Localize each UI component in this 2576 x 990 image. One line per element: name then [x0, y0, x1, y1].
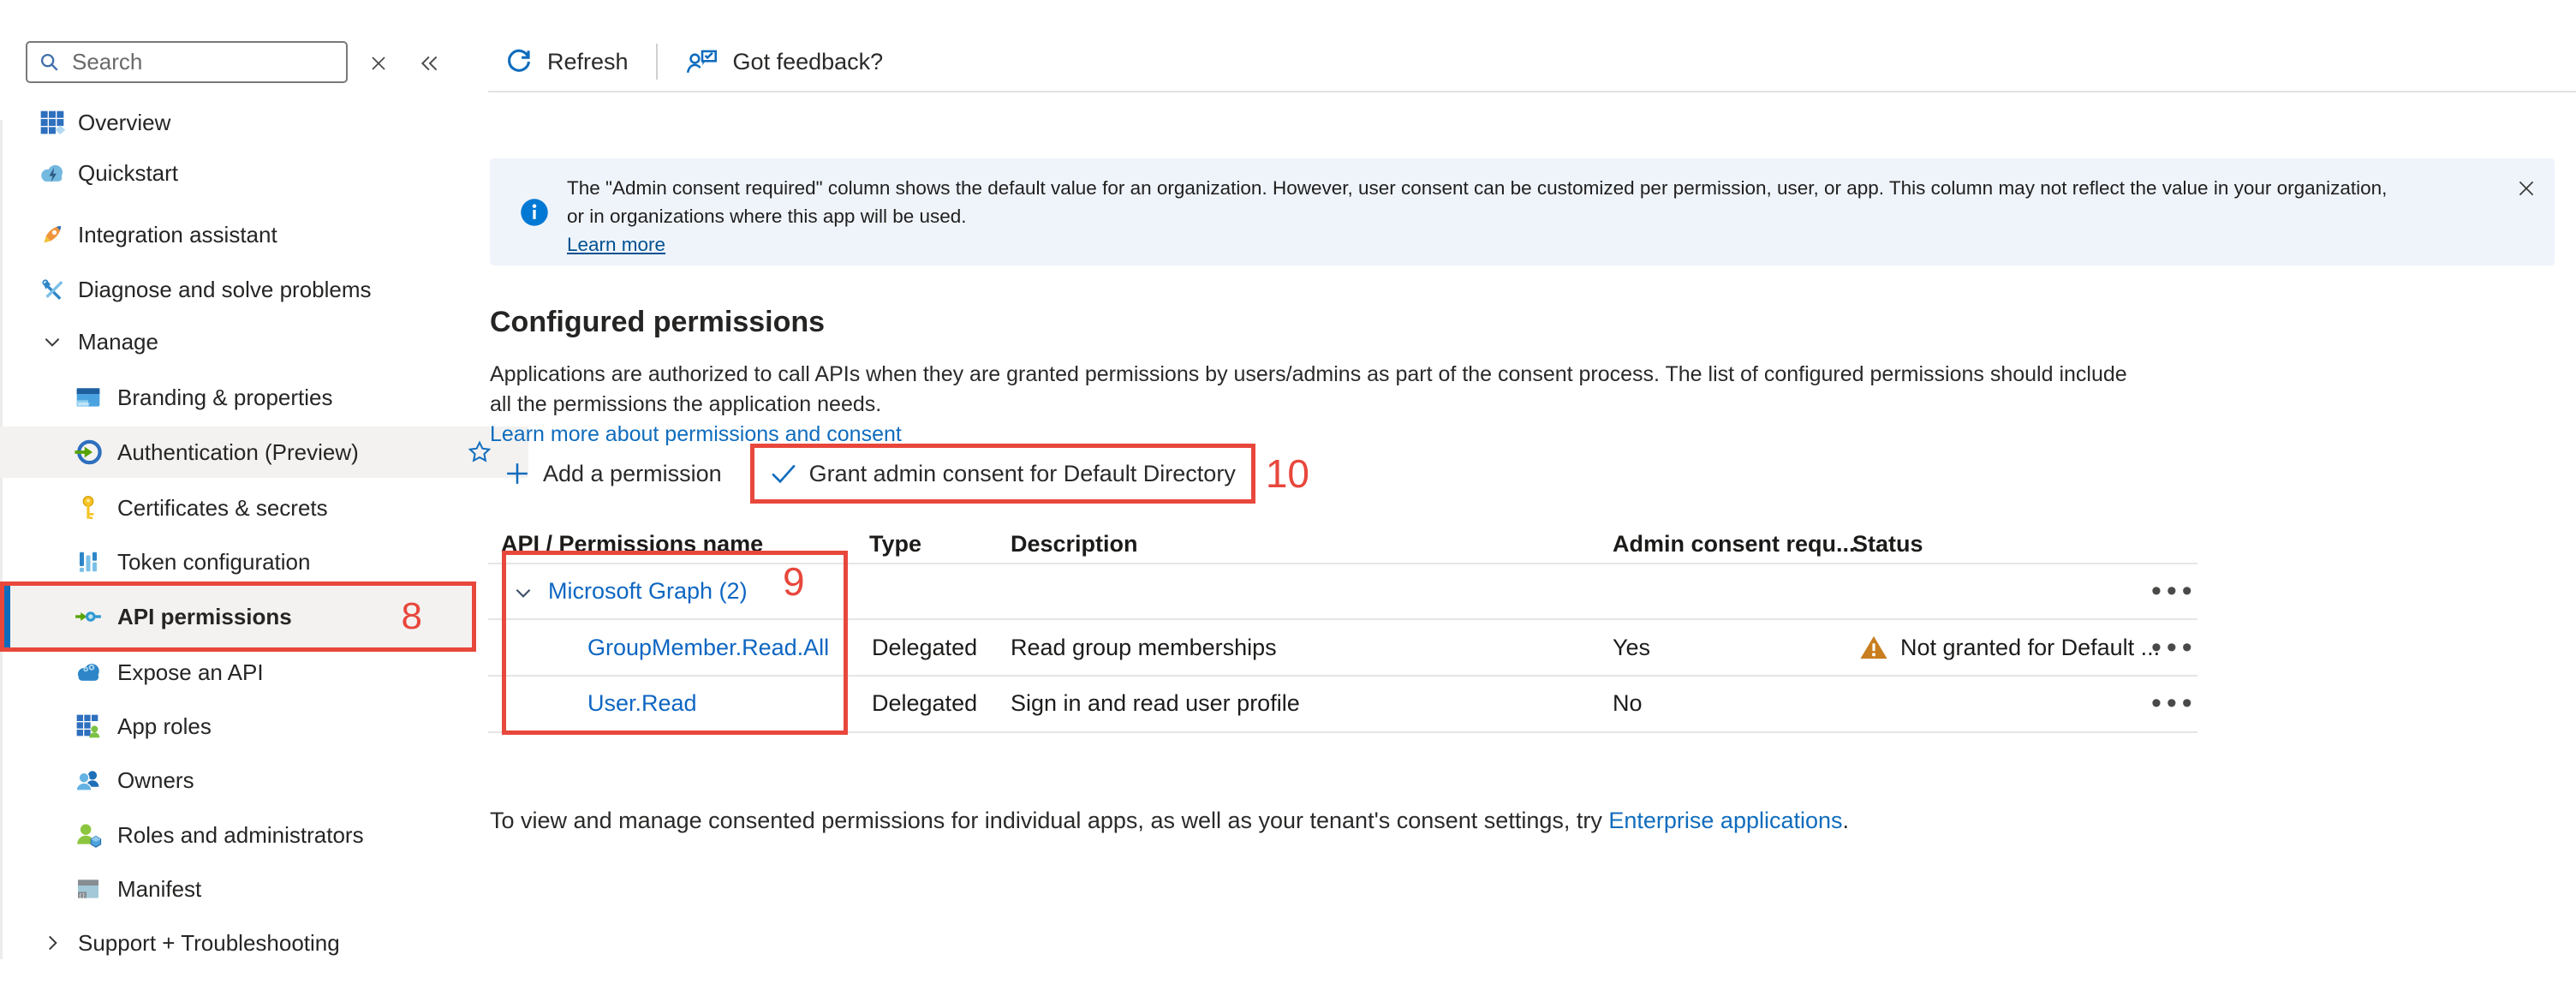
cloud-gears-icon [74, 658, 103, 687]
sidebar-item-manifest[interactable] [0, 863, 553, 915]
admin-consent-required-value: Yes [1613, 635, 1651, 660]
sidebar-item-label: Support + Troubleshooting [78, 929, 340, 956]
overview-grid-icon [38, 108, 67, 137]
quickstart-cloud-icon [38, 158, 67, 188]
api-group-link[interactable]: Microsoft Graph (2) [548, 578, 748, 604]
status-text: Not granted for Default ... [1900, 635, 2161, 660]
grant-admin-consent-label: Grant admin consent for Default Directory [808, 460, 1236, 486]
sidebar-item-roles-administrators[interactable] [0, 809, 553, 861]
sidebar-item-label: Token configuration [117, 548, 311, 575]
sidebar-item-label: Integration assistant [78, 221, 277, 248]
sidebar-item-label: Manage [78, 328, 158, 355]
permission-type: Delegated [872, 635, 978, 660]
sidebar-item-integration-assistant[interactable] [0, 209, 517, 260]
col-header-admin-consent-required[interactable]: Admin consent requ... [1613, 531, 1856, 557]
sidebar-item-overview[interactable] [0, 97, 517, 148]
api-permissions-icon [74, 602, 103, 631]
sidebar-search[interactable] [26, 41, 348, 83]
sidebar-item-label: Expose an API [117, 659, 264, 685]
sidebar-item-label: Owners [117, 766, 194, 793]
row-actions-ellipsis-icon[interactable]: ••• [2151, 575, 2197, 607]
manifest-icon [74, 874, 103, 904]
collapse-double-chevron-icon[interactable] [414, 48, 445, 79]
col-header-type[interactable]: Type [869, 531, 922, 557]
sidebar [0, 0, 484, 990]
sidebar-item-label: App roles [117, 713, 212, 739]
browser-www-icon [74, 383, 103, 412]
page-section-title: Configured permissions [490, 306, 826, 338]
row-actions-ellipsis-icon[interactable]: ••• [2151, 631, 2197, 664]
sidebar-item-label: Roles and administrators [117, 821, 364, 848]
permission-link[interactable]: User.Read [587, 690, 697, 716]
app-roles-icon [74, 712, 103, 741]
sidebar-item-label: Authentication (Preview) [117, 438, 359, 465]
banner-line2: or in organizations where this app will be used. Learn more [567, 202, 2387, 259]
sidebar-item-label: Manifest [117, 875, 202, 902]
permission-type: Delegated [872, 690, 978, 716]
sidebar-item-label: API permissions [117, 603, 292, 629]
annotation-step-8: 8 [401, 595, 422, 637]
owners-icon [74, 766, 103, 795]
search-icon [38, 51, 62, 75]
sidebar-item-token-configuration[interactable] [0, 536, 553, 587]
sidebar-item-certificates-secrets[interactable] [0, 482, 553, 534]
add-permission-label: Add a permission [543, 460, 722, 486]
chevron-right-icon [38, 928, 67, 957]
permissions-table [488, 0, 2197, 771]
sidebar-group-support-troubleshooting[interactable] [0, 917, 517, 969]
sidebar-item-api-permissions[interactable] [0, 581, 476, 652]
description-line2: all the permissions the application needs. Learn more about permissions and consent [490, 390, 2127, 450]
annotation-step-9: 9 [783, 559, 805, 604]
sign-in-arrow-icon [74, 438, 103, 467]
roles-administrators-icon [74, 820, 103, 850]
banner-line1: The "Admin consent required" column shows the default value for an organization. However, user consent can be customized per permission, user, or app. This column may not reflect the value in your organization, [567, 177, 2388, 199]
footer-text: To view and manage consented permissions for individual apps, as well as your tenant's consent settings, try [490, 808, 1602, 833]
sidebar-item-label: Quickstart [78, 159, 179, 186]
sidebar-item-expose-an-api[interactable] [0, 647, 553, 698]
banner-close-icon[interactable] [2513, 175, 2540, 202]
sidebar-item-label: Diagnose and solve problems [78, 276, 372, 302]
warning-icon [1859, 635, 1888, 660]
col-header-description[interactable]: Description [1011, 531, 1138, 557]
enterprise-applications-link[interactable]: Enterprise applications [1608, 808, 1843, 833]
sidebar-item-branding-properties[interactable] [0, 372, 553, 423]
admin-consent-required-value: No [1613, 690, 1643, 716]
refresh-button[interactable]: Refresh [547, 48, 629, 75]
sidebar-item-quickstart[interactable] [0, 147, 517, 199]
annotation-step-10: 10 [1265, 451, 1309, 496]
sidebar-item-label: Overview [78, 109, 171, 135]
sidebar-group-manage[interactable] [0, 316, 517, 367]
col-header-status[interactable]: Status [1852, 531, 1923, 557]
footer-period: . [1842, 808, 1850, 833]
permission-link[interactable]: GroupMember.Read.All [587, 635, 830, 660]
svg-text:{ }: { } [79, 892, 85, 899]
sidebar-item-label: Certificates & secrets [117, 494, 328, 521]
sidebar-item-app-roles[interactable] [0, 701, 553, 752]
row-actions-ellipsis-icon[interactable]: ••• [2151, 687, 2197, 719]
search-input[interactable] [70, 48, 336, 76]
chevron-down-icon [38, 327, 67, 356]
selected-indicator-bar [4, 586, 10, 647]
sidebar-item-label: Branding & properties [117, 384, 333, 410]
col-header-api-permissions-name[interactable]: API / Permissions name [501, 531, 764, 557]
learn-more-link[interactable]: Learn more [567, 234, 666, 255]
permission-description: Read group memberships [1011, 635, 1277, 660]
permission-description: Sign in and read user profile [1011, 690, 1300, 716]
permissions-consent-link[interactable]: Learn more about permissions and consent [490, 422, 902, 446]
token-bars-icon [74, 547, 103, 576]
rocket-icon [38, 220, 67, 249]
sidebar-item-diagnose[interactable] [0, 264, 517, 315]
svg-text:www: www [78, 401, 90, 408]
sidebar-item-authentication[interactable] [0, 426, 528, 478]
got-feedback-button[interactable]: Got feedback? [732, 48, 884, 75]
description-line1: Applications are authorized to call APIs when they are granted permissions by users/admins as part of the consent process. The list of configured permissions should include [490, 362, 2127, 386]
dismiss-x-icon[interactable] [363, 48, 394, 79]
footer-note [490, 805, 1849, 836]
key-icon [74, 493, 103, 522]
sidebar-item-owners[interactable] [0, 754, 553, 806]
tools-icon [38, 275, 67, 304]
